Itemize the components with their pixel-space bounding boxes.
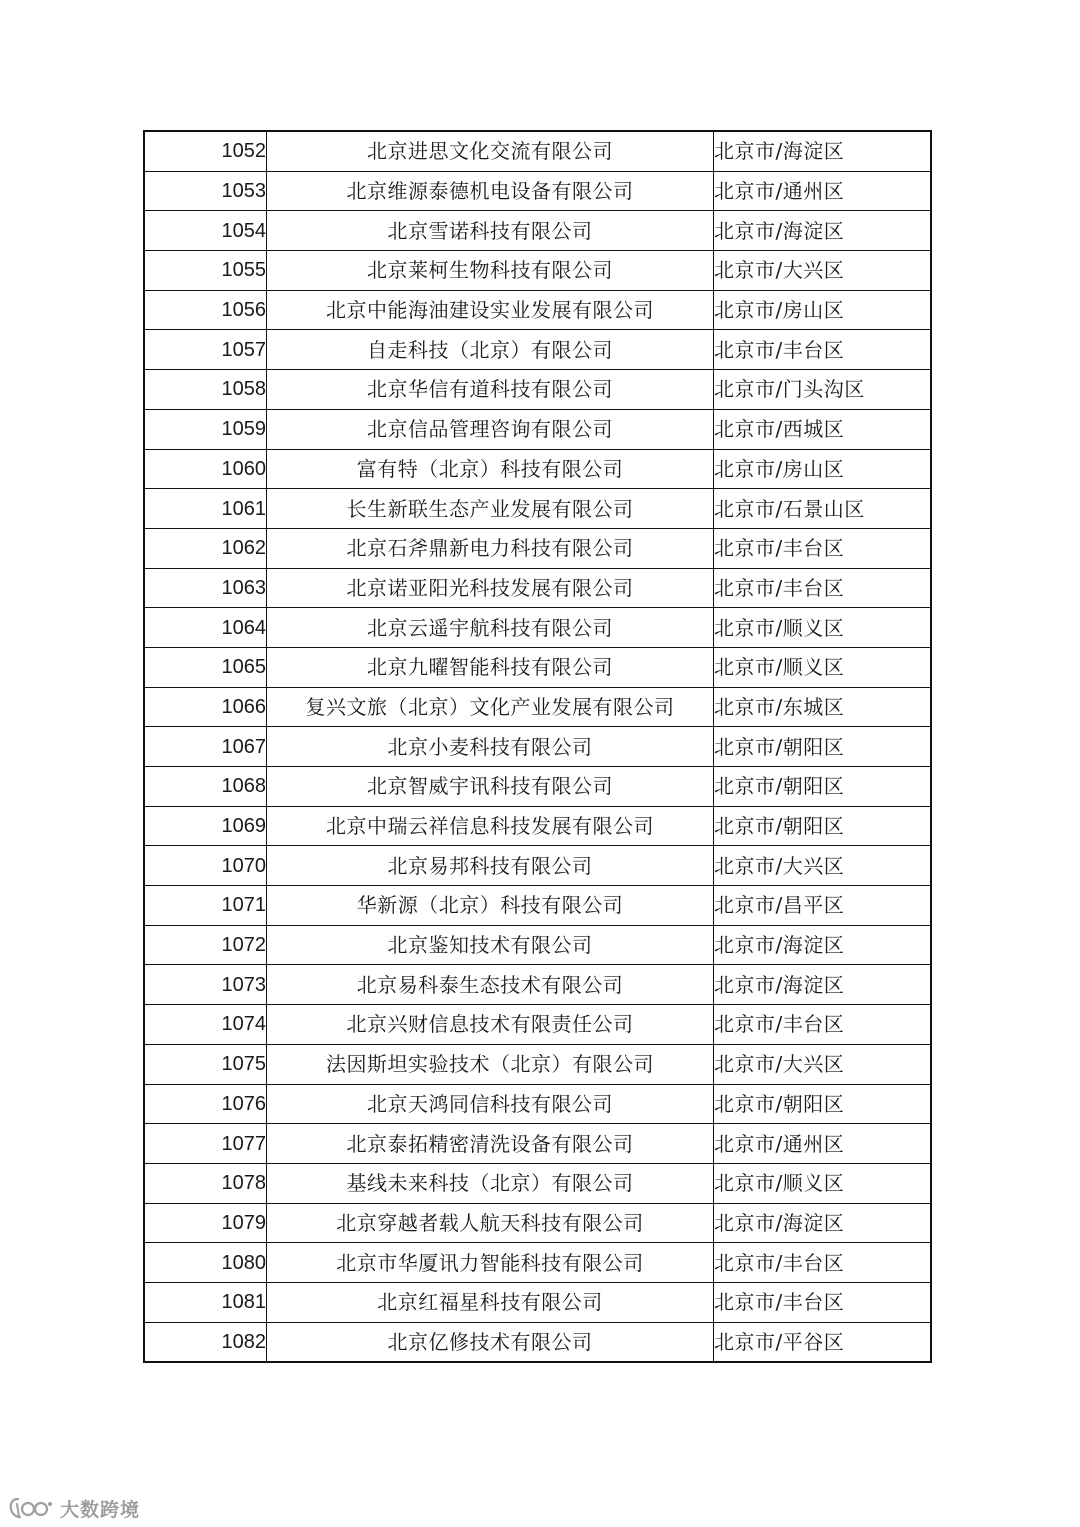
table-row xyxy=(144,608,931,648)
company-name-cell: 基线未来科技（北京）有限公司 xyxy=(267,1163,714,1203)
row-number-cell: 1060 xyxy=(144,449,267,489)
company-name-cell: 北京维源泰德机电设备有限公司 xyxy=(267,171,714,211)
region-cell: 北京市/丰台区 xyxy=(714,330,932,370)
row-number-cell: 1069 xyxy=(144,806,267,846)
row-number-cell: 1052 xyxy=(144,131,267,171)
region-cell: 北京市/门头沟区 xyxy=(714,370,932,410)
row-number-cell: 1059 xyxy=(144,409,267,449)
company-name-cell: 富有特（北京）科技有限公司 xyxy=(267,449,714,489)
region-cell: 北京市/丰台区 xyxy=(714,528,932,568)
table-row xyxy=(144,1005,931,1045)
company-name-cell: 北京进思文化交流有限公司 xyxy=(267,131,714,171)
table-row xyxy=(144,846,931,886)
row-number-cell: 1082 xyxy=(144,1322,267,1362)
table-row xyxy=(144,1124,931,1164)
region-cell: 北京市/房山区 xyxy=(714,290,932,330)
row-number-cell: 1080 xyxy=(144,1243,267,1283)
table-row xyxy=(144,1163,931,1203)
company-name-cell: 北京天鸿同信科技有限公司 xyxy=(267,1084,714,1124)
logo-icon xyxy=(8,1496,54,1520)
company-name-cell: 北京小麦科技有限公司 xyxy=(267,727,714,767)
row-number-cell: 1058 xyxy=(144,370,267,410)
company-name-cell: 北京兴财信息技术有限责任公司 xyxy=(267,1005,714,1045)
row-number-cell: 1081 xyxy=(144,1282,267,1322)
region-cell: 北京市/海淀区 xyxy=(714,925,932,965)
company-name-cell: 北京市华厦讯力智能科技有限公司 xyxy=(267,1243,714,1283)
company-name-cell: 北京九曜智能科技有限公司 xyxy=(267,647,714,687)
region-cell: 北京市/海淀区 xyxy=(714,131,932,171)
row-number-cell: 1062 xyxy=(144,528,267,568)
region-cell: 北京市/顺义区 xyxy=(714,647,932,687)
region-cell: 北京市/东城区 xyxy=(714,687,932,727)
region-cell: 北京市/朝阳区 xyxy=(714,806,932,846)
region-cell: 北京市/大兴区 xyxy=(714,251,932,291)
table-row xyxy=(144,528,931,568)
row-number-cell: 1054 xyxy=(144,211,267,251)
table-row xyxy=(144,1084,931,1124)
company-name-cell: 北京智威宇讯科技有限公司 xyxy=(267,767,714,807)
table-row xyxy=(144,330,931,370)
company-name-cell: 北京石斧鼎新电力科技有限公司 xyxy=(267,528,714,568)
table-row xyxy=(144,370,931,410)
region-cell: 北京市/丰台区 xyxy=(714,1005,932,1045)
region-cell: 北京市/西城区 xyxy=(714,409,932,449)
row-number-cell: 1068 xyxy=(144,767,267,807)
table-row xyxy=(144,489,931,529)
table-row xyxy=(144,767,931,807)
company-name-cell: 北京云遥宇航科技有限公司 xyxy=(267,608,714,648)
row-number-cell: 1077 xyxy=(144,1124,267,1164)
row-number-cell: 1065 xyxy=(144,647,267,687)
company-name-cell: 华新源（北京）科技有限公司 xyxy=(267,886,714,926)
table-row xyxy=(144,965,931,1005)
region-cell: 北京市/平谷区 xyxy=(714,1322,932,1362)
company-name-cell: 复兴文旅（北京）文化产业发展有限公司 xyxy=(267,687,714,727)
company-name-cell: 北京易邦科技有限公司 xyxy=(267,846,714,886)
table-row xyxy=(144,290,931,330)
row-number-cell: 1075 xyxy=(144,1044,267,1084)
region-cell: 北京市/朝阳区 xyxy=(714,1084,932,1124)
region-cell: 北京市/通州区 xyxy=(714,171,932,211)
row-number-cell: 1056 xyxy=(144,290,267,330)
company-name-cell: 北京信品管理咨询有限公司 xyxy=(267,409,714,449)
row-number-cell: 1076 xyxy=(144,1084,267,1124)
table-row xyxy=(144,131,931,171)
row-number-cell: 1057 xyxy=(144,330,267,370)
watermark xyxy=(8,1494,140,1522)
company-name-cell: 北京泰拓精密清洗设备有限公司 xyxy=(267,1124,714,1164)
region-cell: 北京市/海淀区 xyxy=(714,211,932,251)
table-row xyxy=(144,568,931,608)
watermark-text: 大数跨境 xyxy=(60,1498,141,1521)
region-cell: 北京市/海淀区 xyxy=(714,965,932,1005)
table-row xyxy=(144,1203,931,1243)
table-row xyxy=(144,727,931,767)
region-cell: 北京市/丰台区 xyxy=(714,1282,932,1322)
row-number-cell: 1079 xyxy=(144,1203,267,1243)
row-number-cell: 1061 xyxy=(144,489,267,529)
table-row xyxy=(144,1282,931,1322)
table-row xyxy=(144,886,931,926)
region-cell: 北京市/海淀区 xyxy=(714,1203,932,1243)
row-number-cell: 1066 xyxy=(144,687,267,727)
region-cell: 北京市/顺义区 xyxy=(714,608,932,648)
table-row xyxy=(144,806,931,846)
company-name-cell: 北京亿修技术有限公司 xyxy=(267,1322,714,1362)
row-number-cell: 1078 xyxy=(144,1163,267,1203)
company-name-cell: 北京雪诺科技有限公司 xyxy=(267,211,714,251)
region-cell: 北京市/丰台区 xyxy=(714,1243,932,1283)
company-name-cell: 长生新联生态产业发展有限公司 xyxy=(267,489,714,529)
table-row xyxy=(144,211,931,251)
region-cell: 北京市/房山区 xyxy=(714,449,932,489)
region-cell: 北京市/大兴区 xyxy=(714,1044,932,1084)
company-name-cell: 法因斯坦实验技术（北京）有限公司 xyxy=(267,1044,714,1084)
table-row xyxy=(144,171,931,211)
region-cell: 北京市/大兴区 xyxy=(714,846,932,886)
table-row xyxy=(144,1044,931,1084)
table-row xyxy=(144,449,931,489)
region-cell: 北京市/朝阳区 xyxy=(714,767,932,807)
company-name-cell: 北京红福星科技有限公司 xyxy=(267,1282,714,1322)
row-number-cell: 1064 xyxy=(144,608,267,648)
row-number-cell: 1063 xyxy=(144,568,267,608)
row-number-cell: 1071 xyxy=(144,886,267,926)
region-cell: 北京市/昌平区 xyxy=(714,886,932,926)
region-cell: 北京市/丰台区 xyxy=(714,568,932,608)
table-row xyxy=(144,409,931,449)
company-name-cell: 北京穿越者载人航天科技有限公司 xyxy=(267,1203,714,1243)
row-number-cell: 1067 xyxy=(144,727,267,767)
company-list-body xyxy=(144,131,931,1362)
row-number-cell: 1073 xyxy=(144,965,267,1005)
region-cell: 北京市/朝阳区 xyxy=(714,727,932,767)
company-list-table xyxy=(143,130,932,1363)
company-name-cell: 北京诺亚阳光科技发展有限公司 xyxy=(267,568,714,608)
region-cell: 北京市/石景山区 xyxy=(714,489,932,529)
table-row xyxy=(144,687,931,727)
table-row xyxy=(144,1322,931,1362)
table-row xyxy=(144,647,931,687)
region-cell: 北京市/顺义区 xyxy=(714,1163,932,1203)
row-number-cell: 1074 xyxy=(144,1005,267,1045)
company-name-cell: 北京鉴知技术有限公司 xyxy=(267,925,714,965)
company-name-cell: 北京易科泰生态技术有限公司 xyxy=(267,965,714,1005)
row-number-cell: 1053 xyxy=(144,171,267,211)
company-name-cell: 自走科技（北京）有限公司 xyxy=(267,330,714,370)
region-cell: 北京市/通州区 xyxy=(714,1124,932,1164)
company-name-cell: 北京莱柯生物科技有限公司 xyxy=(267,251,714,291)
company-name-cell: 北京中瑞云祥信息科技发展有限公司 xyxy=(267,806,714,846)
table-row xyxy=(144,925,931,965)
table-row xyxy=(144,1243,931,1283)
row-number-cell: 1055 xyxy=(144,251,267,291)
row-number-cell: 1070 xyxy=(144,846,267,886)
company-name-cell: 北京中能海油建设实业发展有限公司 xyxy=(267,290,714,330)
table-row xyxy=(144,251,931,291)
company-name-cell: 北京华信有道科技有限公司 xyxy=(267,370,714,410)
row-number-cell: 1072 xyxy=(144,925,267,965)
